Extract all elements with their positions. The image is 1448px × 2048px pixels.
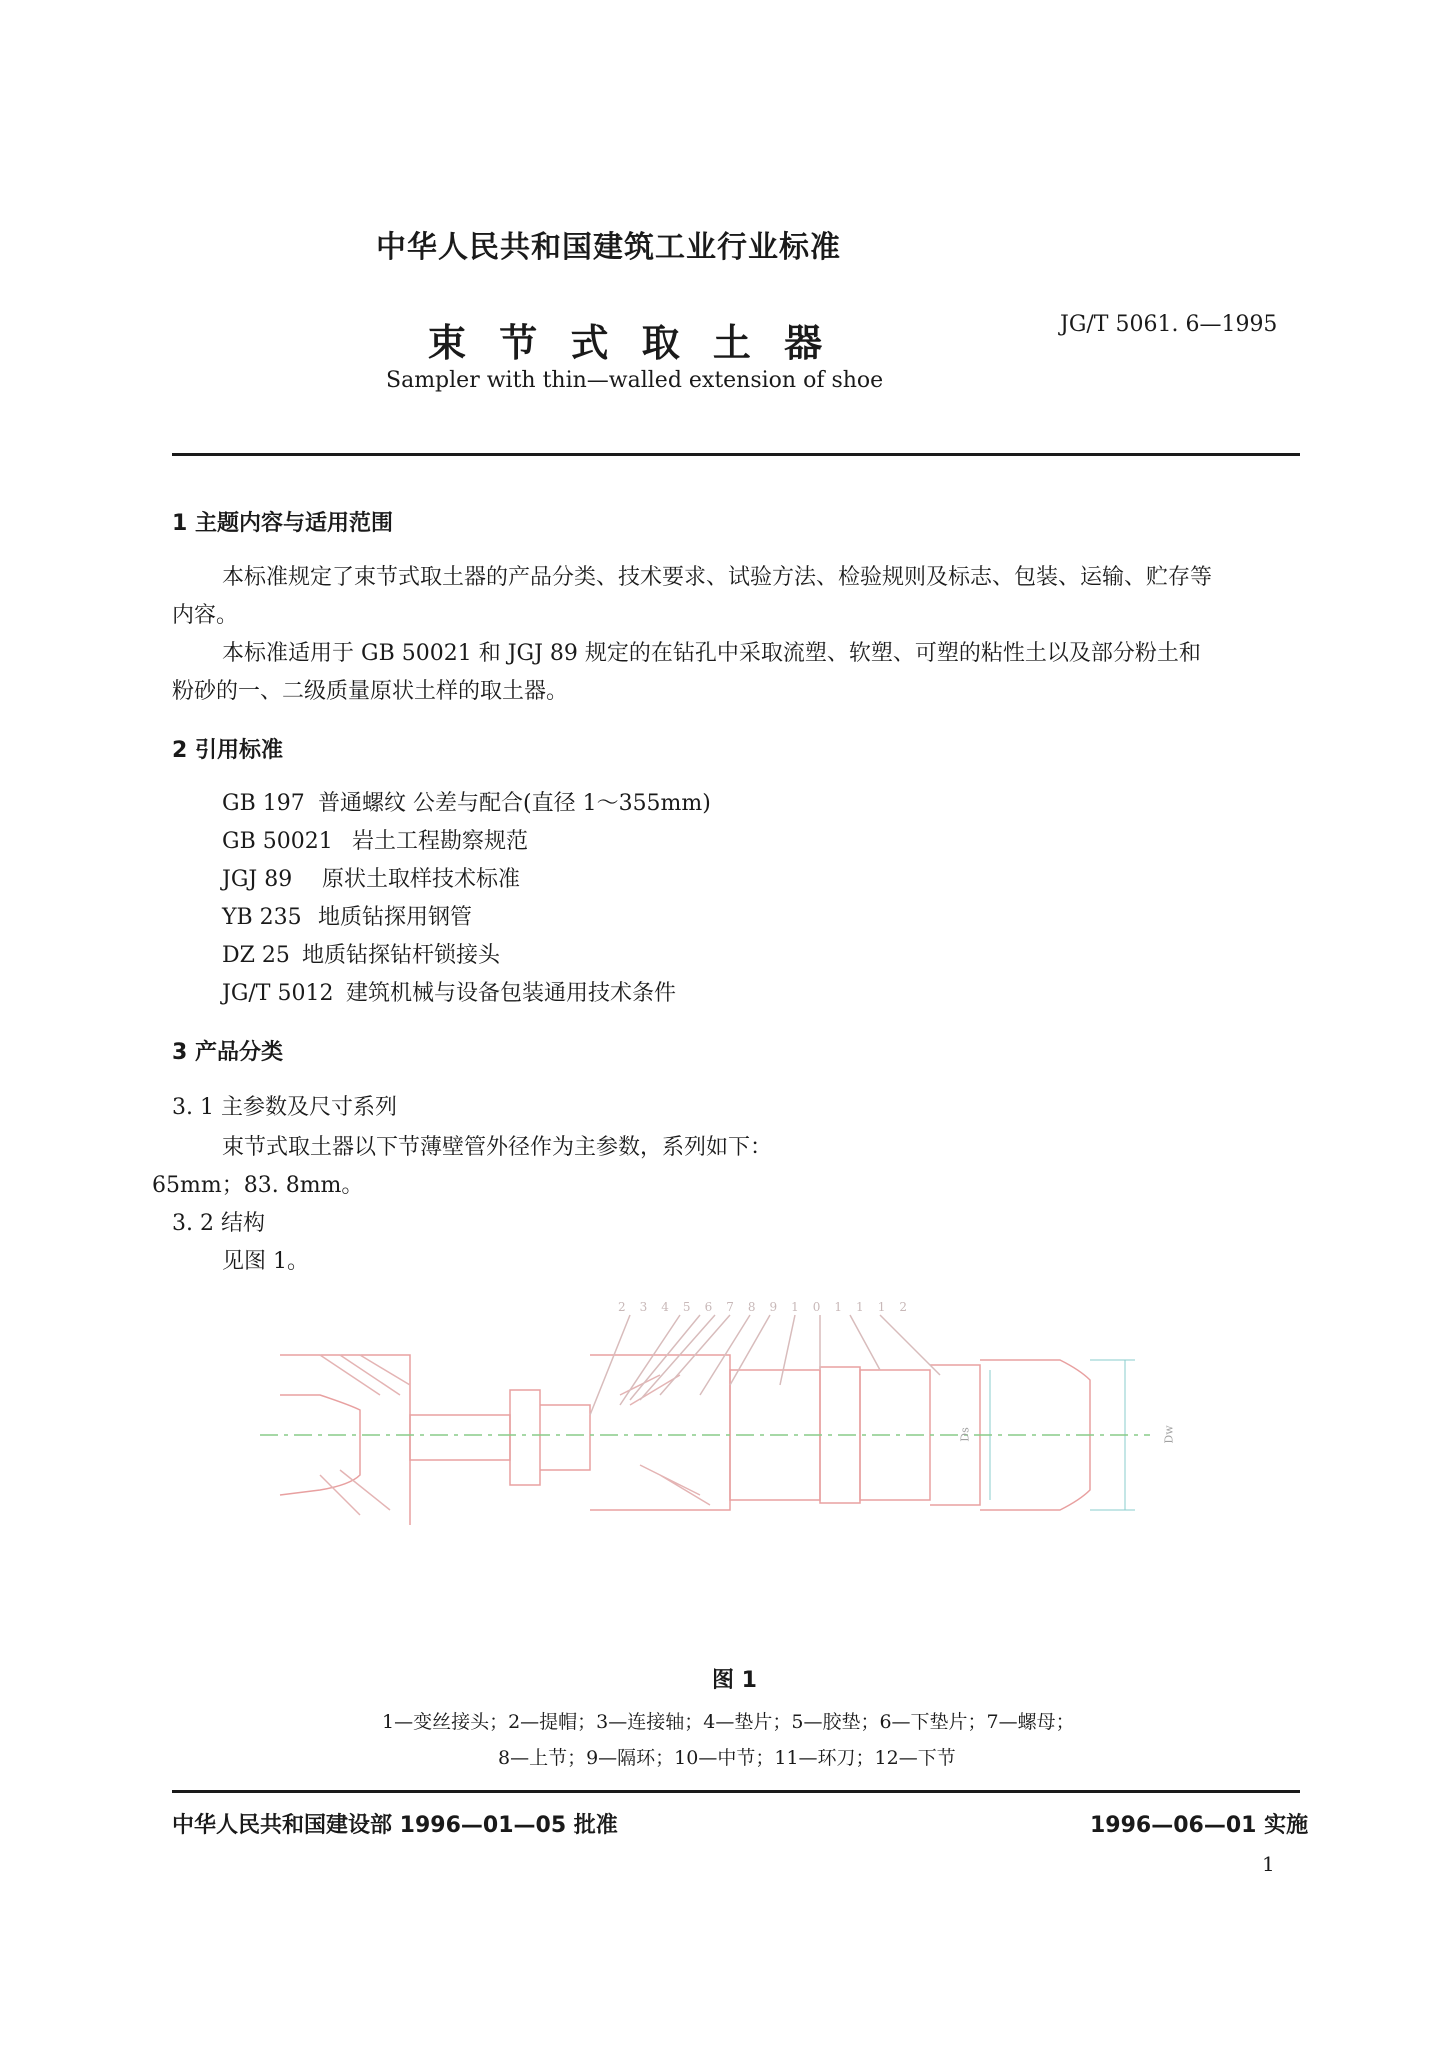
reference-item <box>222 900 472 931</box>
section-3-heading: 3 产品分类 <box>172 1040 283 1065</box>
connecting-shaft <box>410 1415 510 1460</box>
callout-number: 2 <box>618 1300 640 1314</box>
reference-item <box>222 976 676 1007</box>
callout-number: 10 <box>791 1300 835 1314</box>
reference-code: DZ 25 <box>222 943 290 968</box>
section-3-1-line-2: 65mm；83. 8mm。 <box>152 1173 364 1198</box>
standard-org: 中华人民共和国建筑工业行业标准 <box>376 230 841 265</box>
callout-number: 6 <box>704 1300 727 1314</box>
reference-item <box>222 938 500 969</box>
reference-item <box>222 862 520 893</box>
footer-issuer: 中华人民共和国建设部 1996—01—05 批准 <box>172 1813 618 1838</box>
callout-number: 11 <box>834 1300 878 1314</box>
section-1-para-1-line-1: 本标准规定了束节式取土器的产品分类、技术要求、试验方法、检验规则及标志、包装、运输、贮存等 <box>222 565 1213 590</box>
section-3-2-line: 见图 1。 <box>222 1249 309 1274</box>
header-rule <box>172 453 1300 456</box>
callout-number: 12 <box>877 1300 921 1314</box>
title-cn: 束 节 式 取 土 器 <box>428 321 833 365</box>
figure-1-drawing <box>260 1295 1200 1525</box>
section-1-para-1-line-2: 内容。 <box>172 603 239 628</box>
reference-code: JGJ 89 <box>222 867 293 892</box>
reference-code: JG/T 5012 <box>222 981 334 1006</box>
callout-number: 5 <box>682 1300 705 1314</box>
callout-number: 3 <box>639 1300 662 1314</box>
title-en: Sampler with thin—walled extension of shoe <box>386 368 884 393</box>
callout-number: 7 <box>726 1300 748 1314</box>
footer-effective: 1996—06—01 实施 <box>1090 1813 1309 1838</box>
reference-title: 地质钻探钻杆锁接头 <box>302 943 501 968</box>
callout-number: 8 <box>747 1300 770 1314</box>
footer-rule <box>172 1790 1300 1793</box>
section-3-1-line-1: 束节式取土器以下节薄壁管外径作为主参数，系列如下： <box>222 1135 773 1160</box>
shaft-cap <box>540 1405 590 1470</box>
figure-callouts <box>618 1300 921 1314</box>
adapter-outline <box>280 1395 360 1495</box>
figure-legend-line-1: 1—变丝接头；2—提帽；3—连接轴；4—垫片；5—胶垫；6—下垫片；7—螺母； <box>382 1711 1075 1733</box>
reference-item <box>222 786 711 817</box>
reference-title: 建筑机械与设备包装通用技术条件 <box>346 981 677 1006</box>
figure-legend-line-2: 8—上节；9—隔环；10—中节；11—环刀；12—下节 <box>498 1747 956 1769</box>
reference-title: 普通螺纹 公差与配合(直径 1～355mm) <box>318 791 711 816</box>
section-3-2-heading: 3. 2 结构 <box>172 1211 265 1236</box>
callout-leaders <box>590 1315 940 1415</box>
section-2-heading: 2 引用标准 <box>172 738 283 763</box>
section-1-para-2-line-1: 本标准适用于 GB 50021 和 JGJ 89 规定的在钻孔中采取流塑、软塑、可塑的粘性土以及部分粉土和 <box>222 641 1201 666</box>
sampler-outline <box>280 1315 1090 1525</box>
reference-item <box>222 824 528 855</box>
dim-ds-label: Ds <box>958 1427 972 1442</box>
callout-number: 9 <box>769 1300 792 1314</box>
reference-code: GB 197 <box>222 791 305 816</box>
reference-title: 岩土工程勘察规范 <box>352 829 529 854</box>
section-1-para-2-line-2: 粉砂的一、二级质量原状土样的取土器。 <box>172 679 569 704</box>
standard-code: JG/T 5061. 6—1995 <box>1060 312 1278 337</box>
reference-title: 地质钻探用钢管 <box>318 905 473 930</box>
reference-code: GB 50021 <box>222 829 333 854</box>
section-3-1-heading: 3. 1 主参数及尺寸系列 <box>172 1095 397 1120</box>
reference-title: 原状土取样技术标准 <box>322 867 521 892</box>
upper-hatch <box>620 1375 710 1505</box>
reference-code: YB 235 <box>222 905 302 930</box>
section-1-heading: 1 主题内容与适用范围 <box>172 511 393 536</box>
page-number: 1 <box>1262 1852 1275 1876</box>
lift-cap <box>510 1390 540 1485</box>
callout-number: 4 <box>661 1300 683 1314</box>
dim-dw-label: Dw <box>1162 1425 1176 1444</box>
figure-caption: 图 1 <box>712 1668 757 1693</box>
